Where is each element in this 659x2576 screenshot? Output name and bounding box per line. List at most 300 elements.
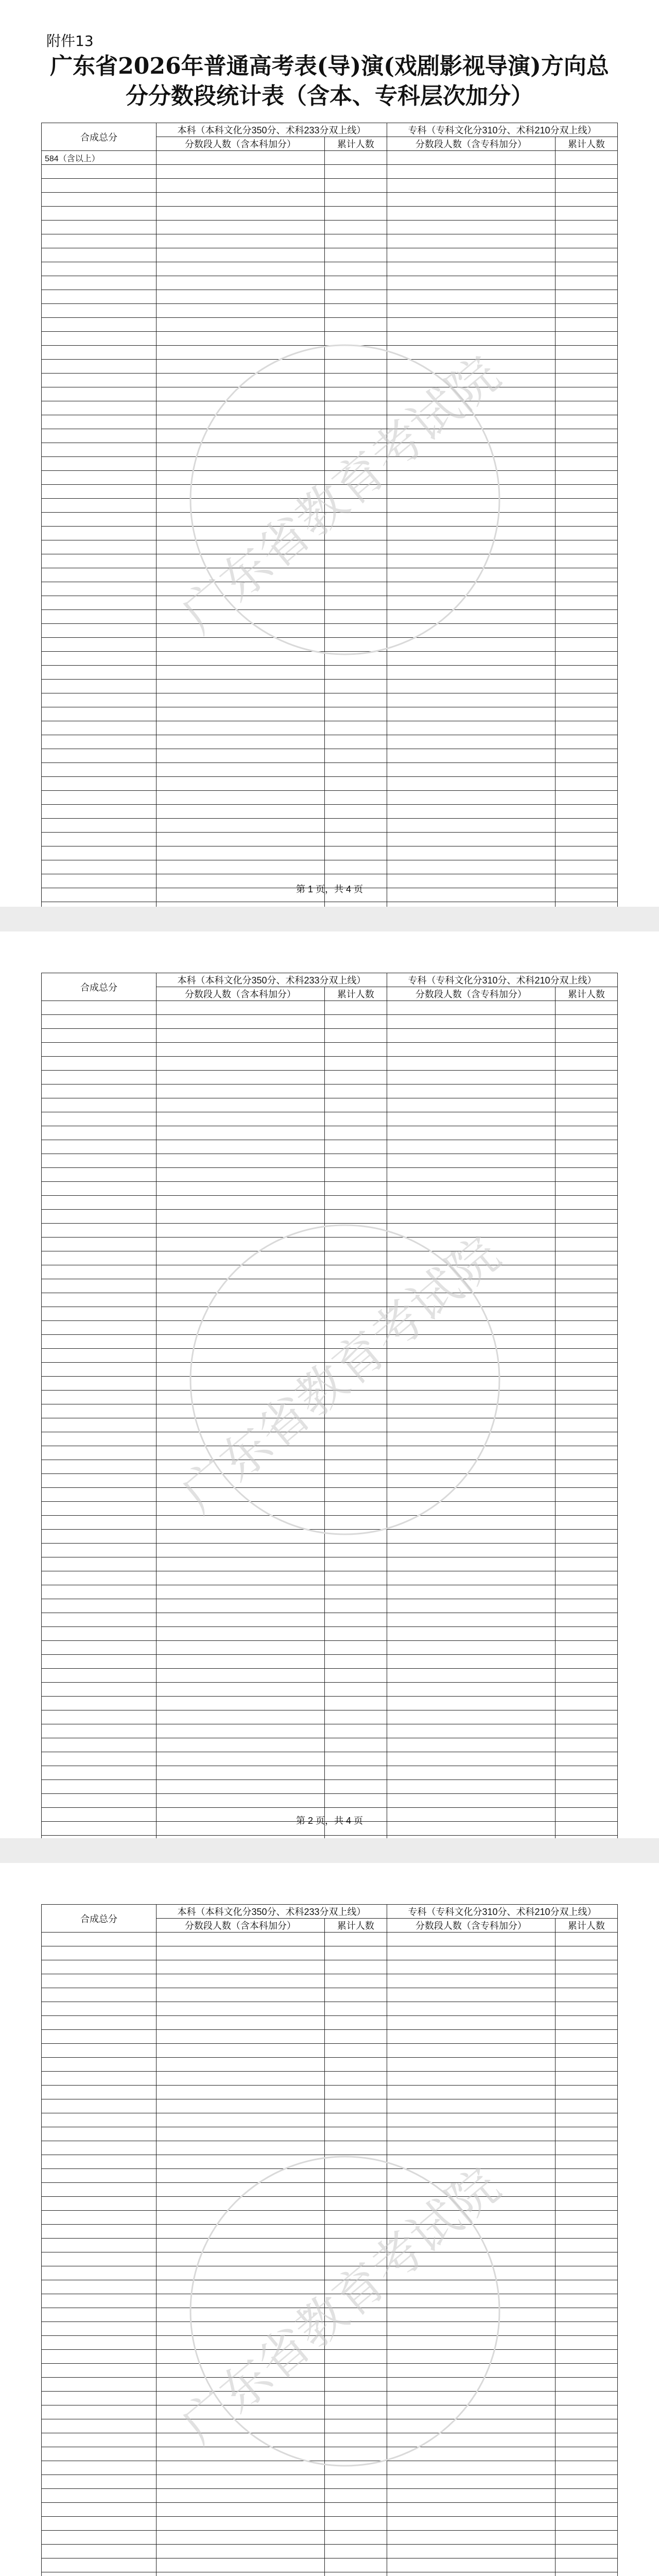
cell-bk-seg	[157, 221, 325, 234]
cell-bk-cum	[324, 610, 387, 624]
cell-score	[42, 485, 157, 499]
cell-score	[42, 735, 157, 749]
table-row	[42, 443, 618, 457]
cell-bk-cum	[324, 1488, 387, 1502]
cell-score	[42, 165, 157, 179]
cell-score	[42, 540, 157, 554]
cell-bk-seg	[157, 2489, 325, 2503]
cell-score	[42, 1516, 157, 1530]
cell-score	[42, 1766, 157, 1780]
cell-score	[42, 2517, 157, 2531]
cell-score	[42, 2503, 157, 2517]
cell-bk-seg	[157, 1001, 325, 1015]
table-row	[42, 1377, 618, 1391]
cell-bk-seg	[157, 763, 325, 777]
cell-bk-cum	[324, 2266, 387, 2280]
cell-bk-cum	[324, 1140, 387, 1154]
cell-bk-seg	[157, 2239, 325, 2252]
cell-bk-cum	[324, 1794, 387, 1808]
cell-zk-cum	[555, 2461, 617, 2475]
table-row	[42, 1279, 618, 1293]
cell-zk-cum	[555, 666, 617, 680]
cell-bk-cum	[324, 1015, 387, 1029]
cell-score	[42, 2169, 157, 2183]
cell-score	[42, 415, 157, 429]
cell-bk-seg	[157, 707, 325, 721]
cell-score	[42, 221, 157, 234]
cell-zk-cum	[555, 2322, 617, 2336]
cell-zk-seg	[387, 2350, 555, 2364]
cell-score	[42, 332, 157, 346]
cell-bk-seg	[157, 1057, 325, 1071]
cell-zk-cum	[555, 248, 617, 262]
cell-score	[42, 1599, 157, 1613]
cell-bk-cum	[324, 1321, 387, 1335]
cell-bk-seg	[157, 1029, 325, 1043]
table-row	[42, 2002, 618, 2016]
cell-zk-cum	[555, 1460, 617, 1474]
cell-bk-cum	[324, 2225, 387, 2239]
cell-zk-seg	[387, 819, 555, 833]
cell-zk-cum	[555, 1182, 617, 1196]
cell-zk-cum	[555, 1794, 617, 1808]
cell-bk-cum	[324, 2392, 387, 2405]
cell-bk-seg	[157, 596, 325, 610]
cell-score	[42, 652, 157, 666]
table-row	[42, 1502, 618, 1516]
cell-zk-cum	[555, 2239, 617, 2252]
cell-zk-cum	[555, 1071, 617, 1084]
cell-bk-seg	[157, 568, 325, 582]
cell-zk-cum	[555, 777, 617, 791]
cell-score	[42, 749, 157, 763]
cell-zk-cum	[555, 443, 617, 457]
table-row	[42, 2572, 618, 2576]
table-row	[42, 1571, 618, 1585]
cell-zk-seg	[387, 2475, 555, 2489]
cell-zk-cum	[555, 2364, 617, 2378]
table-row	[42, 2405, 618, 2419]
cell-zk-seg	[387, 318, 555, 332]
table-row	[42, 1210, 618, 1224]
cell-zk-seg	[387, 332, 555, 346]
cell-bk-cum	[324, 2475, 387, 2489]
cell-bk-seg	[157, 1738, 325, 1752]
cell-bk-seg	[157, 1279, 325, 1293]
cell-bk-cum	[324, 1210, 387, 1224]
cell-bk-seg	[157, 1404, 325, 1418]
cell-score	[42, 1613, 157, 1627]
cell-score	[42, 2197, 157, 2211]
cell-bk-seg	[157, 2517, 325, 2531]
col-zk-seg: 分数段人数（含专科加分）	[387, 987, 555, 1001]
cell-zk-seg	[387, 1460, 555, 1474]
cell-zk-seg	[387, 401, 555, 415]
cell-score	[42, 387, 157, 401]
cell-zk-seg	[387, 1404, 555, 1418]
cell-zk-seg	[387, 304, 555, 318]
cell-bk-seg	[157, 499, 325, 513]
cell-bk-cum	[324, 1404, 387, 1418]
cell-zk-seg	[387, 1557, 555, 1571]
cell-zk-seg	[387, 1669, 555, 1683]
cell-bk-seg	[157, 1391, 325, 1404]
col-score: 合成总分	[42, 1905, 157, 1933]
cell-score	[42, 1391, 157, 1404]
col-score: 合成总分	[42, 123, 157, 151]
cell-zk-seg	[387, 1265, 555, 1279]
cell-bk-seg	[157, 346, 325, 360]
cell-score	[42, 2030, 157, 2044]
table-row	[42, 833, 618, 846]
cell-zk-cum	[555, 791, 617, 805]
col-bk-group: 本科（本科文化分350分、术科233分双上线）	[157, 973, 387, 987]
cell-score	[42, 1001, 157, 1015]
col-bk-cum: 累计人数	[324, 987, 387, 1001]
cell-bk-seg	[157, 1502, 325, 1516]
cell-score	[42, 2044, 157, 2058]
cell-bk-seg	[157, 2433, 325, 2447]
cell-score	[42, 610, 157, 624]
cell-bk-cum	[324, 1655, 387, 1669]
cell-zk-seg	[387, 2252, 555, 2266]
cell-bk-seg	[157, 1293, 325, 1307]
cell-bk-seg	[157, 1224, 325, 1238]
cell-score	[42, 1265, 157, 1279]
cell-zk-seg	[387, 1057, 555, 1071]
cell-bk-cum	[324, 2308, 387, 2322]
cell-zk-seg	[387, 833, 555, 846]
table-row	[42, 2392, 618, 2405]
cell-zk-cum	[555, 833, 617, 846]
cell-bk-cum	[324, 1641, 387, 1655]
cell-zk-seg	[387, 680, 555, 693]
table-row	[42, 1960, 618, 1974]
table-row	[42, 777, 618, 791]
table-row	[42, 2252, 618, 2266]
score-table	[41, 973, 618, 1863]
cell-zk-cum	[555, 346, 617, 360]
cell-zk-seg	[387, 1488, 555, 1502]
cell-score	[42, 2099, 157, 2113]
col-bk-seg: 分数段人数（含本科加分）	[157, 987, 325, 1001]
attachment-label: 附件13	[46, 32, 94, 49]
cell-zk-seg	[387, 707, 555, 721]
cell-zk-cum	[555, 596, 617, 610]
cell-bk-cum	[324, 554, 387, 568]
cell-zk-cum	[555, 638, 617, 652]
cell-zk-seg	[387, 1432, 555, 1446]
cell-zk-seg	[387, 2169, 555, 2183]
cell-zk-seg	[387, 2405, 555, 2419]
cell-zk-cum	[555, 1613, 617, 1627]
cell-zk-seg	[387, 1780, 555, 1794]
cell-bk-seg	[157, 1251, 325, 1265]
cell-bk-seg	[157, 1627, 325, 1641]
cell-bk-cum	[324, 1238, 387, 1251]
cell-score	[42, 1071, 157, 1084]
cell-score	[42, 1724, 157, 1738]
cell-bk-cum	[324, 1307, 387, 1321]
cell-bk-cum	[324, 1182, 387, 1196]
cell-score	[42, 1641, 157, 1655]
cell-score	[42, 1279, 157, 1293]
table-row	[42, 1655, 618, 1669]
cell-zk-cum	[555, 262, 617, 276]
cell-zk-seg	[387, 1974, 555, 1988]
cell-zk-cum	[555, 415, 617, 429]
cell-zk-cum	[555, 1627, 617, 1641]
cell-bk-cum	[324, 596, 387, 610]
cell-bk-seg	[157, 527, 325, 540]
cell-bk-seg	[157, 1210, 325, 1224]
cell-zk-cum	[555, 2447, 617, 2461]
watermark-text: 广东省教育考试院	[170, 345, 511, 644]
cell-bk-cum	[324, 680, 387, 693]
cell-bk-cum	[324, 2558, 387, 2572]
cell-zk-seg	[387, 1710, 555, 1724]
cell-score	[42, 1182, 157, 1196]
cell-zk-seg	[387, 554, 555, 568]
cell-zk-seg	[387, 1946, 555, 1960]
cell-zk-cum	[555, 1279, 617, 1293]
cell-zk-seg	[387, 1029, 555, 1043]
cell-bk-cum	[324, 2155, 387, 2169]
cell-score	[42, 1627, 157, 1641]
cell-score	[42, 2572, 157, 2576]
cell-zk-seg	[387, 2517, 555, 2531]
table-row	[42, 2127, 618, 2141]
cell-zk-cum	[555, 2044, 617, 2058]
table-row	[42, 1015, 618, 1029]
cell-zk-cum	[555, 1084, 617, 1098]
cell-zk-seg	[387, 1391, 555, 1404]
table-row	[42, 207, 618, 221]
cell-bk-seg	[157, 1724, 325, 1738]
table-row	[42, 2099, 618, 2113]
cell-score	[42, 1738, 157, 1752]
cell-zk-seg	[387, 2266, 555, 2280]
cell-score	[42, 860, 157, 874]
table-row	[42, 346, 618, 360]
table-row	[42, 1168, 618, 1182]
cell-bk-seg	[157, 2294, 325, 2308]
cell-bk-seg	[157, 1488, 325, 1502]
table-row	[42, 2141, 618, 2155]
table-row	[42, 2197, 618, 2211]
cell-zk-cum	[555, 2558, 617, 2572]
table-row	[42, 735, 618, 749]
cell-bk-cum	[324, 1432, 387, 1446]
cell-score	[42, 443, 157, 457]
cell-bk-seg	[157, 2113, 325, 2127]
cell-bk-cum	[324, 638, 387, 652]
page-footer: 第 2 页，共 4 页	[296, 1816, 363, 1826]
cell-bk-cum	[324, 1265, 387, 1279]
cell-bk-seg	[157, 1474, 325, 1488]
cell-bk-cum	[324, 262, 387, 276]
cell-score	[42, 1098, 157, 1112]
table-row	[42, 680, 618, 693]
cell-zk-cum	[555, 749, 617, 763]
table-row	[42, 540, 618, 554]
cell-zk-seg	[387, 1683, 555, 1697]
table-row	[42, 2113, 618, 2127]
cell-bk-cum	[324, 1335, 387, 1349]
cell-zk-seg	[387, 1474, 555, 1488]
cell-bk-cum	[324, 1502, 387, 1516]
page-1	[0, 0, 659, 907]
cell-zk-seg	[387, 151, 555, 165]
cell-bk-seg	[157, 2531, 325, 2545]
cell-score	[42, 262, 157, 276]
cell-bk-seg	[157, 387, 325, 401]
cell-bk-cum	[324, 401, 387, 415]
table-row	[42, 2016, 618, 2030]
cell-score	[42, 2002, 157, 2016]
cell-zk-cum	[555, 1154, 617, 1168]
cell-zk-seg	[387, 2225, 555, 2239]
cell-zk-seg	[387, 1335, 555, 1349]
table-row	[42, 2225, 618, 2239]
cell-bk-seg	[157, 2044, 325, 2058]
table-row	[42, 1933, 618, 1946]
cell-zk-seg	[387, 2211, 555, 2225]
cell-zk-seg	[387, 1502, 555, 1516]
cell-zk-seg	[387, 777, 555, 791]
cell-bk-cum	[324, 2030, 387, 2044]
cell-zk-seg	[387, 1126, 555, 1140]
cell-score	[42, 318, 157, 332]
col-zk-group: 专科（专科文化分310分、术科210分双上线）	[387, 1905, 617, 1919]
cell-score	[42, 819, 157, 833]
cell-zk-cum	[555, 1001, 617, 1015]
cell-score	[42, 2545, 157, 2558]
table-row	[42, 2378, 618, 2392]
cell-zk-cum	[555, 290, 617, 304]
cell-zk-cum	[555, 1738, 617, 1752]
cell-score	[42, 248, 157, 262]
cell-zk-cum	[555, 2405, 617, 2419]
cell-zk-cum	[555, 1683, 617, 1697]
score-table	[41, 123, 618, 986]
cell-bk-seg	[157, 304, 325, 318]
cell-zk-cum	[555, 332, 617, 346]
cell-zk-cum	[555, 1432, 617, 1446]
cell-bk-cum	[324, 1126, 387, 1140]
cell-bk-cum	[324, 1946, 387, 1960]
cell-bk-cum	[324, 332, 387, 346]
cell-bk-seg	[157, 1126, 325, 1140]
table-row	[42, 2044, 618, 2058]
cell-score	[42, 2113, 157, 2127]
cell-bk-cum	[324, 1377, 387, 1391]
cell-bk-seg	[157, 749, 325, 763]
cell-zk-seg	[387, 2461, 555, 2475]
table-row	[42, 624, 618, 638]
table-row	[42, 485, 618, 499]
cell-bk-cum	[324, 1112, 387, 1126]
cell-bk-seg	[157, 1683, 325, 1697]
cell-zk-cum	[555, 2266, 617, 2280]
cell-zk-cum	[555, 374, 617, 387]
cell-bk-cum	[324, 2322, 387, 2336]
cell-bk-seg	[157, 666, 325, 680]
cell-bk-cum	[324, 1418, 387, 1432]
cell-bk-cum	[324, 1933, 387, 1946]
cell-bk-seg	[157, 1752, 325, 1766]
cell-zk-cum	[555, 721, 617, 735]
cell-bk-cum	[324, 2447, 387, 2461]
cell-bk-seg	[157, 833, 325, 846]
cell-bk-seg	[157, 1571, 325, 1585]
cell-score	[42, 2141, 157, 2155]
cell-score	[42, 290, 157, 304]
cell-zk-cum	[555, 1502, 617, 1516]
cell-zk-seg	[387, 2531, 555, 2545]
cell-bk-seg	[157, 652, 325, 666]
title-line-2: 分分数段统计表（含本、专科层次加分）	[126, 83, 533, 109]
cell-zk-seg	[387, 1766, 555, 1780]
cell-zk-cum	[555, 457, 617, 471]
cell-score	[42, 2086, 157, 2099]
cell-bk-seg	[157, 1321, 325, 1335]
cell-zk-seg	[387, 1738, 555, 1752]
cell-bk-cum	[324, 318, 387, 332]
table-row	[42, 707, 618, 721]
cell-zk-seg	[387, 2572, 555, 2576]
cell-zk-seg	[387, 1933, 555, 1946]
cell-score	[42, 2183, 157, 2197]
cell-zk-cum	[555, 1224, 617, 1238]
cell-zk-cum	[555, 1210, 617, 1224]
cell-zk-cum	[555, 527, 617, 540]
table-row	[42, 1516, 618, 1530]
cell-bk-seg	[157, 443, 325, 457]
cell-bk-cum	[324, 1697, 387, 1710]
cell-bk-seg	[157, 513, 325, 527]
table-row	[42, 666, 618, 680]
cell-bk-cum	[324, 1001, 387, 1015]
cell-bk-seg	[157, 2475, 325, 2489]
cell-zk-cum	[555, 513, 617, 527]
cell-bk-seg	[157, 485, 325, 499]
cell-bk-cum	[324, 1251, 387, 1265]
table-row	[42, 1265, 618, 1279]
cell-score	[42, 276, 157, 290]
cell-bk-cum	[324, 276, 387, 290]
table-row	[42, 527, 618, 540]
cell-zk-cum	[555, 1988, 617, 2002]
cell-zk-cum	[555, 2169, 617, 2183]
cell-bk-cum	[324, 846, 387, 860]
cell-score	[42, 2475, 157, 2489]
cell-bk-cum	[324, 443, 387, 457]
cell-zk-seg	[387, 1724, 555, 1738]
cell-zk-cum	[555, 360, 617, 374]
cell-bk-seg	[157, 2197, 325, 2211]
cell-score	[42, 1697, 157, 1710]
cell-zk-seg	[387, 721, 555, 735]
cell-score	[42, 763, 157, 777]
cell-zk-cum	[555, 2489, 617, 2503]
cell-score	[42, 582, 157, 596]
page-2	[0, 931, 659, 1838]
cell-zk-seg	[387, 1641, 555, 1655]
cell-bk-cum	[324, 1766, 387, 1780]
cell-score	[42, 1321, 157, 1335]
table-row	[42, 2558, 618, 2572]
